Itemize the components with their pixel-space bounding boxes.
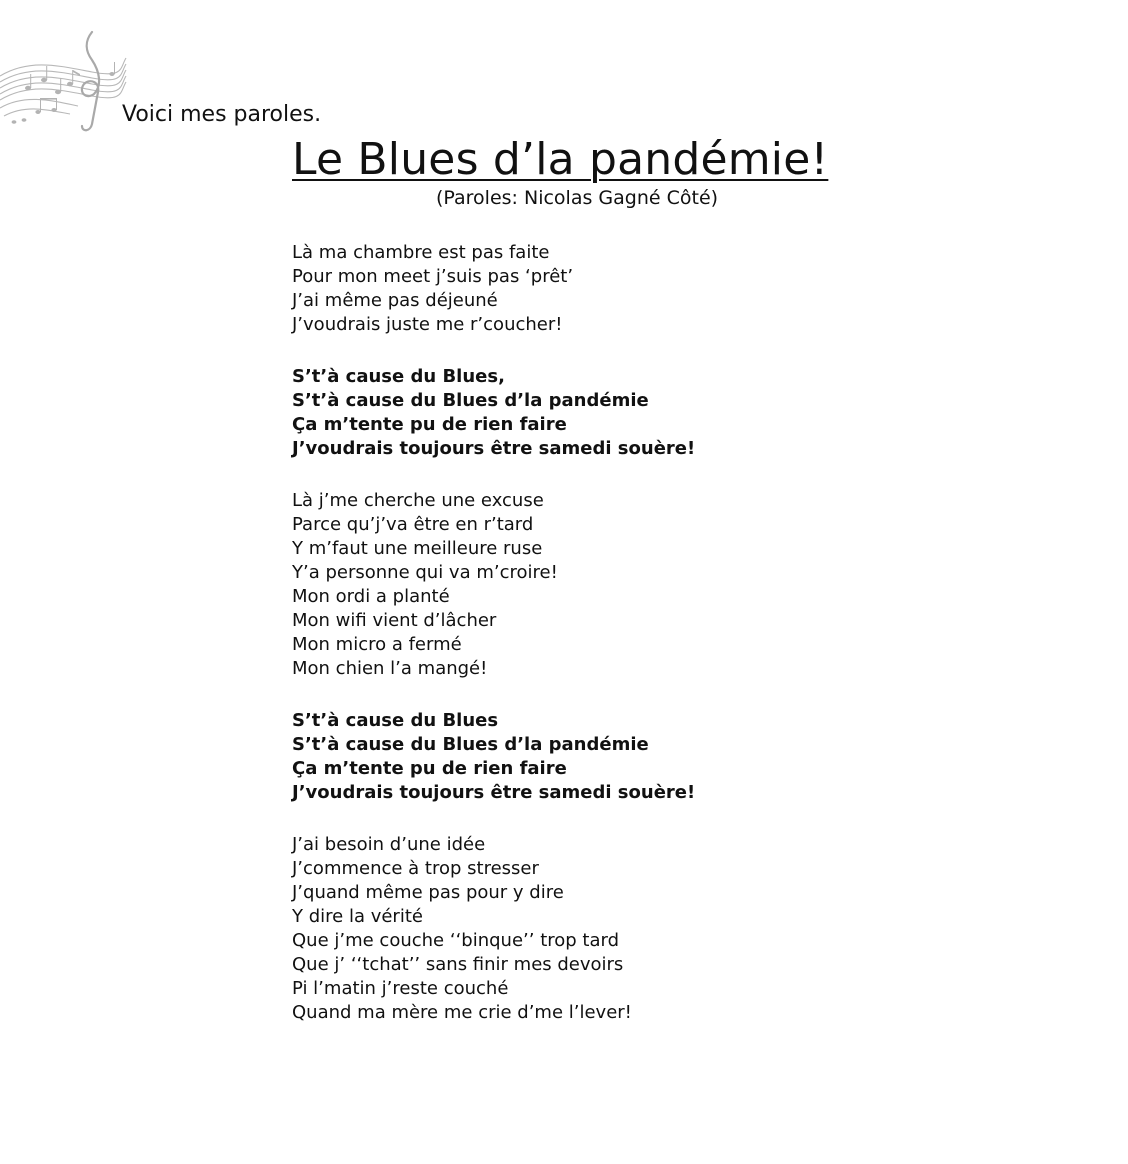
lyric-line: Y’a personne qui va m’croire! [292,562,558,583]
lyric-line: Y m’faut une meilleure ruse [292,538,543,559]
lyric-line: Là j’me cherche une excuse [292,490,544,511]
song-credit: (Paroles: Nicolas Gagné Côté) [436,187,719,209]
stanza-verse-3 [292,833,632,1025]
intro-text: Voici mes paroles. [122,102,322,127]
chorus-line: S’t’à cause du Blues [292,710,499,731]
lyric-line: Que j’me couche ‘‘binque’’ trop tard [292,930,620,951]
lyric-line: Mon ordi a planté [292,586,450,607]
lyric-line: Y dire la vérité [292,906,423,927]
song-title: Le Blues d’la pandémie! [292,134,829,185]
lyric-line: J’voudrais juste me r’coucher! [292,314,563,335]
lyric-line: J’commence à trop stresser [292,858,539,879]
lyric-line: Pour mon meet j’suis pas ‘prêt’ [292,266,574,287]
lyric-line: Quand ma mère me crie d’me l’lever! [292,1002,632,1023]
lyric-line: Que j’ ‘‘tchat’’ sans finir mes devoirs [292,954,624,975]
stanza-chorus-1 [292,365,695,461]
stanza-chorus-2 [292,709,695,805]
chorus-line: J’voudrais toujours être samedi souère! [292,782,696,803]
lyric-line: J’ai besoin d’une idée [292,834,486,855]
lyric-line: Mon chien l’a mangé! [292,658,488,679]
lyric-line: Mon wifi vient d’lâcher [292,610,497,631]
chorus-line: J’voudrais toujours être samedi souère! [292,438,696,459]
lyric-line: J’quand même pas pour y dire [292,882,564,903]
chorus-line: Ça m’tente pu de rien faire [292,414,567,435]
stanza-verse-1 [292,241,573,337]
lyric-line: Pi l’matin j’reste couché [292,978,509,999]
lyric-line: Mon micro a fermé [292,634,462,655]
lyric-line: J’ai même pas déjeuné [292,290,498,311]
lyric-line: Là ma chambre est pas faite [292,242,550,263]
chorus-line: S’t’à cause du Blues d’la pandémie [292,390,649,411]
stanza-verse-2 [292,489,558,681]
lyric-line: Parce qu’j’va être en r’tard [292,514,534,535]
chorus-line: Ça m’tente pu de rien faire [292,758,567,779]
chorus-line: S’t’à cause du Blues d’la pandémie [292,734,649,755]
chorus-line: S’t’à cause du Blues, [292,366,505,387]
music-staff-treble-clef-icon [0,28,130,138]
